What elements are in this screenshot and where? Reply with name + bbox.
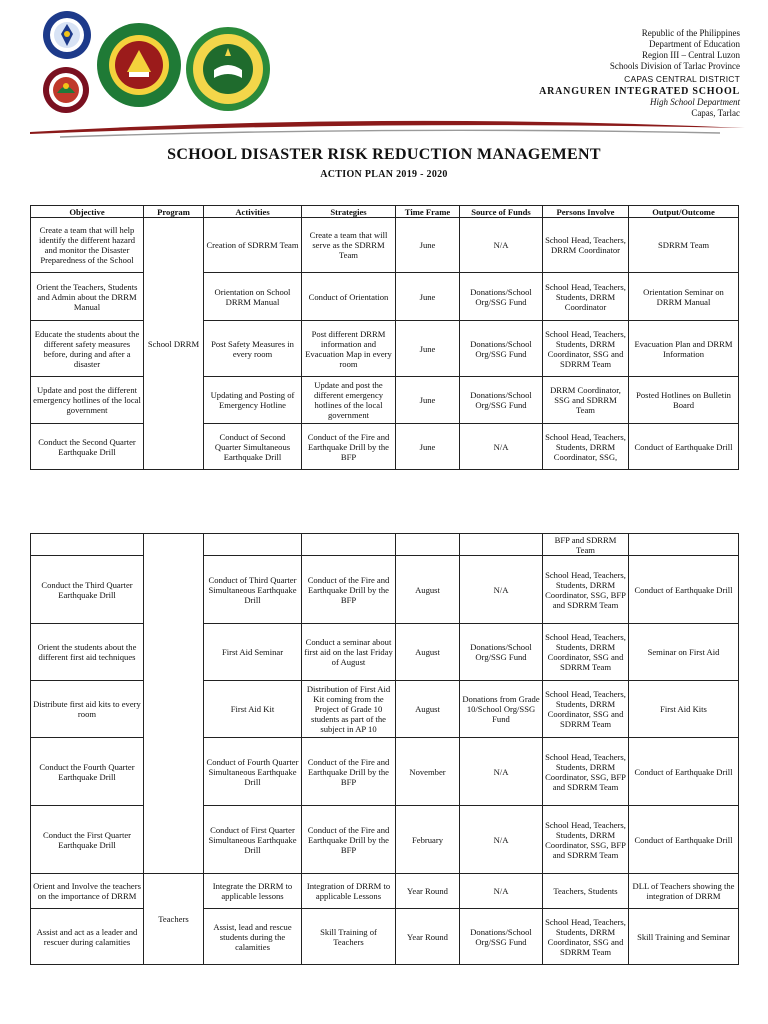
time-frame-cell: August [396,624,460,681]
objective-cell: Conduct the Fourth Quarter Earthquake Drill [31,738,144,806]
program-cell: School DRRM [144,218,204,470]
output-cell: Orientation Seminar on DRRM Manual [629,273,739,321]
activities-cell: Orientation on School DRRM Manual [204,273,302,321]
output-cell: Conduct of Earthquake Drill [629,424,739,470]
output-cell: Conduct of Earthquake Drill [629,738,739,806]
column-header: Objective [31,206,144,218]
strategies-cell: Create a team that will serve as the SDRRM Team [302,218,396,273]
column-header: Output/Outcome [629,206,739,218]
column-header: Time Frame [396,206,460,218]
objective-cell: Conduct the First Quarter Earthquake Drill [31,806,144,874]
table-row [31,624,739,681]
capas-central-district-seal-logo [96,22,182,108]
time-frame-cell: Year Round [396,874,460,909]
time-frame-cell: Year Round [396,909,460,965]
time-frame-cell: June [396,424,460,470]
funds-cell: N/A [460,738,543,806]
persons-cell: School Head, Teachers, Students, DRRM Coordinator, SSG, [543,424,629,470]
table-row [31,681,739,738]
funds-cell: Donations/School Org/SSG Fund [460,377,543,424]
table-row [31,874,739,909]
strategies-cell: Conduct of Orientation [302,273,396,321]
activities-cell: Updating and Posting of Emergency Hotline [204,377,302,424]
objective-cell: Conduct the Second Quarter Earthquake Drill [31,424,144,470]
strategies-cell: Integration of DRRM to applicable Lessons [302,874,396,909]
persons-cell: School Head, Teachers, Students, DRRM Coordinator, SSG, BFP and SDRRM Team [543,738,629,806]
aranguren-school-seal-logo [185,26,271,112]
strategies-cell: Conduct of the Fire and Earthquake Drill by the BFP [302,806,396,874]
column-header: Program [144,206,204,218]
column-header: Persons Involve [543,206,629,218]
column-header: Activities [204,206,302,218]
objective-cell: Create a team that will help identify the different hazard and monitor the Disaster Preparedness of the School [31,218,144,273]
funds-cell [460,534,543,556]
persons-cell: School Head, Teachers, Students, DRRM Coordinator, SSG and SDRRM Team [543,624,629,681]
agency-header [539,28,740,119]
program-cell: Teachers [144,874,204,965]
output-cell: DLL of Teachers showing the integration of DRRM [629,874,739,909]
district-name: CAPAS CENTRAL DISTRICT [624,74,740,84]
activities-cell: Assist, lead and rescue students during the calamities [204,909,302,965]
table-header-row [31,206,739,218]
time-frame-cell: November [396,738,460,806]
persons-cell: School Head, Teachers, Students, DRRM Coordinator, SSG and SDRRM Team [543,321,629,377]
table-row [31,556,739,624]
output-cell: Conduct of Earthquake Drill [629,556,739,624]
column-header: Source of Funds [460,206,543,218]
table-row [31,738,739,806]
activities-cell: First Aid Kit [204,681,302,738]
strategies-cell: Conduct of the Fire and Earthquake Drill by the BFP [302,556,396,624]
output-cell: Seminar on First Aid [629,624,739,681]
activities-cell: Creation of SDRRM Team [204,218,302,273]
persons-cell: School Head, Teachers, Students, DRRM Coordinator, SSG and SDRRM Team [543,909,629,965]
strategies-cell: Update and post the different emergency hotlines of the local government [302,377,396,424]
strategies-cell: Conduct a seminar about first aid on the last Friday of August [302,624,396,681]
output-cell: First Aid Kits [629,681,739,738]
deped-seal-logo [42,10,92,60]
strategies-cell: Conduct of the Fire and Earthquake Drill by the BFP [302,738,396,806]
strategies-cell: Skill Training of Teachers [302,909,396,965]
persons-cell: DRRM Coordinator, SSG and SDRRM Team [543,377,629,424]
objective-cell [31,534,144,556]
strategies-cell [302,534,396,556]
program-cell [144,534,204,874]
time-frame-cell [396,534,460,556]
activities-cell [204,534,302,556]
objective-cell: Distribute first aid kits to every room [31,681,144,738]
persons-cell: BFP and SDRRM Team [543,534,629,556]
column-header: Strategies [302,206,396,218]
funds-cell: Donations/School Org/SSG Fund [460,624,543,681]
funds-cell: Donations/School Org/SSG Fund [460,909,543,965]
document-title: SCHOOL DISASTER RISK REDUCTION MANAGEMENT [167,146,601,163]
objective-cell: Orient the students about the different first aid techniques [31,624,144,681]
agency-line: Department of Education [649,39,740,49]
persons-cell: School Head, Teachers, DRRM Coordinator [543,218,629,273]
strategies-cell: Post different DRRM information and Evacuation Map in every room [302,321,396,377]
table-row [31,909,739,965]
output-cell: SDRRM Team [629,218,739,273]
output-cell: Evacuation Plan and DRRM Information [629,321,739,377]
funds-cell: N/A [460,806,543,874]
school-name: ARANGUREN INTEGRATED SCHOOL [539,86,740,97]
time-frame-cell: June [396,218,460,273]
action-plan-table-continued [30,533,739,965]
funds-cell: N/A [460,556,543,624]
school-location: Capas, Tarlac [691,108,740,118]
persons-cell: School Head, Teachers, Students, DRRM Coordinator, SSG, BFP and SDRRM Team [543,556,629,624]
agency-line: Region III – Central Luzon [642,50,740,60]
persons-cell: School Head, Teachers, Students, DRRM Coordinator [543,273,629,321]
output-cell: Conduct of Earthquake Drill [629,806,739,874]
funds-cell: N/A [460,874,543,909]
persons-cell: School Head, Teachers, Students, DRRM Coordinator, SSG and SDRRM Team [543,681,629,738]
output-cell: Posted Hotlines on Bulletin Board [629,377,739,424]
time-frame-cell: June [396,273,460,321]
objective-cell: Orient the Teachers, Students and Admin about the DRRM Manual [31,273,144,321]
table-row [31,377,739,424]
strategies-cell: Distribution of First Aid Kit coming from the Project of Grade 10 students as part of the subject in AP 10 [302,681,396,738]
time-frame-cell: June [396,321,460,377]
time-frame-cell: June [396,377,460,424]
table-row [31,321,739,377]
persons-cell: Teachers, Students [543,874,629,909]
objective-cell: Conduct the Third Quarter Earthquake Drill [31,556,144,624]
funds-cell: N/A [460,218,543,273]
output-cell [629,534,739,556]
activities-cell: Conduct of Fourth Quarter Simultaneous Earthquake Drill [204,738,302,806]
agency-line: Schools Division of Tarlac Province [609,61,740,71]
table-row [31,273,739,321]
time-frame-cell: August [396,681,460,738]
funds-cell: Donations/School Org/SSG Fund [460,321,543,377]
persons-cell: School Head, Teachers, Students, DRRM Coordinator, SSG, BFP and SDRRM Team [543,806,629,874]
table-row [31,534,739,556]
time-frame-cell: August [396,556,460,624]
table-row [31,424,739,470]
funds-cell: Donations/School Org/SSG Fund [460,273,543,321]
action-plan-table [30,205,739,470]
division-seal-logo [42,66,90,114]
objective-cell: Educate the students about the different safety measures before, during and after a disaster [31,321,144,377]
agency-line: Republic of the Philippines [641,28,740,38]
activities-cell: Post Safety Measures in every room [204,321,302,377]
strategies-cell: Conduct of the Fire and Earthquake Drill by the BFP [302,424,396,470]
time-frame-cell: February [396,806,460,874]
activities-cell: Conduct of Third Quarter Simultaneous Earthquake Drill [204,556,302,624]
header-divider-swoosh [20,118,750,142]
table-row [31,806,739,874]
objective-cell: Assist and act as a leader and rescuer during calamities [31,909,144,965]
table-row [31,218,739,273]
activities-cell: Integrate the DRRM to applicable lessons [204,874,302,909]
activities-cell: Conduct of Second Quarter Simultaneous Earthquake Drill [204,424,302,470]
activities-cell: Conduct of First Quarter Simultaneous Earthquake Drill [204,806,302,874]
funds-cell: N/A [460,424,543,470]
objective-cell: Update and post the different emergency hotlines of the local government [31,377,144,424]
funds-cell: Donations from Grade 10/School Org/SSG Fund [460,681,543,738]
department-name: High School Department [650,97,740,107]
document-subtitle: ACTION PLAN 2019 - 2020 [320,169,448,180]
output-cell: Skill Training and Seminar [629,909,739,965]
activities-cell: First Aid Seminar [204,624,302,681]
objective-cell: Orient and Involve the teachers on the importance of DRRM [31,874,144,909]
